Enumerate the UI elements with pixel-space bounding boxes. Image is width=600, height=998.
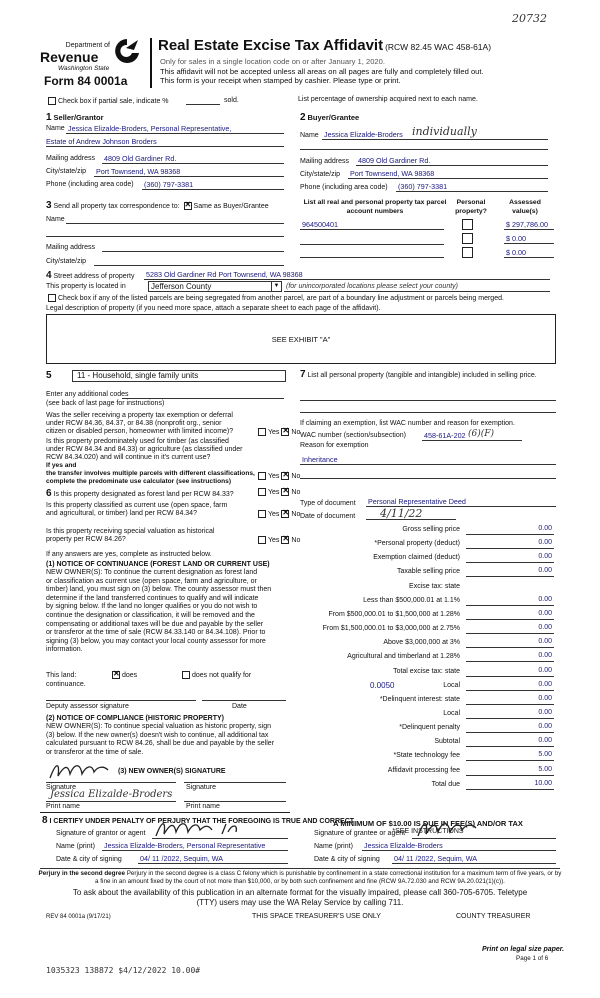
seller-heading: 1 Seller/Grantor	[46, 112, 104, 123]
dept-line: Department of	[65, 42, 110, 49]
grantee-date-label: Date & city of signing	[314, 856, 380, 863]
notice2-heading: (2) NOTICE OF COMPLIANCE (HISTORIC PROPERTY)	[46, 715, 224, 722]
q4-yes-checkbox[interactable]	[258, 510, 266, 518]
recording-stamp: 1035323 138872 $4/12/2022 10.00#	[46, 966, 201, 975]
timber-question: Is this property predominately used for timber (as classified under RCW 84.34 and 84.33) or agriculture (as classified under RCW 84.34.020) and will continue in it's current use?	[46, 438, 243, 461]
q1-no-checkbox[interactable]	[281, 428, 289, 436]
partial-sale-row	[46, 97, 169, 105]
grantor-name[interactable]: Jessica Elizalde-Broders, Personal Representative	[104, 841, 266, 850]
wac-number[interactable]: 458-61A-202	[424, 431, 466, 440]
treasurer-only: THIS SPACE TREASURER'S USE ONLY	[252, 913, 381, 920]
s3-name-label: Name	[46, 216, 65, 223]
notice1-heading: (1) NOTICE OF CONTINUANCE (FOREST LAND OR CURRENT USE)	[46, 561, 270, 568]
tax-row-label: Local	[443, 710, 460, 717]
tax-row-value[interactable]: 5.00	[538, 766, 552, 773]
personal-checkbox-3[interactable]	[462, 247, 473, 258]
sig-label: Signature	[46, 784, 76, 791]
seller-city[interactable]: Port Townsend, WA 98368	[96, 167, 181, 176]
wac-subsection: (6)(F)	[468, 429, 495, 439]
buyer-name[interactable]: Jessica Elizalde-Broders	[324, 130, 403, 139]
tax-row-label: Taxable selling price	[396, 568, 460, 575]
q2-answers: Yes✕ No	[256, 472, 300, 480]
tax-row-line	[466, 789, 554, 790]
local-rate[interactable]: 0.0050	[370, 681, 395, 690]
sig-label-2: Signature	[186, 784, 216, 791]
tax-row-line	[466, 548, 554, 549]
access-line1: To ask about the availability of this publication in an alternate format for the visually impaired, please call 360-705-6705. Teletype	[72, 888, 528, 897]
q2-no-checkbox[interactable]	[281, 472, 289, 480]
tax-row-label: From $500,000.01 to $1,500,000 at 1.28%	[328, 611, 460, 618]
located-label: This property is located in	[46, 283, 126, 290]
form-number: Form 84 0001a	[44, 74, 128, 88]
legal-label: Legal description of property (if you need more space, attach a separate sheet to each page of the affidavit).	[46, 305, 381, 312]
s3-city-label: City/state/zip	[46, 258, 87, 265]
tax-row-line	[466, 676, 554, 677]
grantor-signature-image	[152, 818, 282, 840]
owner-signature-image	[46, 760, 116, 782]
tax-row-line	[466, 661, 554, 662]
owner-printed-name: Jessica Elizalde-Broders	[50, 789, 173, 800]
historic-question: Is this property receiving special valuation as historical property per RCW 84.26?	[46, 528, 215, 543]
notice1-text: NEW OWNER(S): To continue the current designation as forest land or classification as current use (open space, farm and agriculture, or timber) land, you must sign on (3) below. The county assessor must then determine if the land transferred continues to qualify and will indicate by signing below. If the land no longer qualifies or you do not wish to continue the designation or classification, it will be removed and the compensating or additional taxes will be due and payable by the seller or transferor at the time of sale (RCW 84.33.140 or 84.34.108). Prior to signing (3) below, you may contact your local county assessor for more information.	[46, 569, 272, 654]
personal-checkbox-2[interactable]	[462, 233, 473, 244]
grantor-name-label: Name (print)	[56, 843, 95, 850]
tax-row-label: Total excise tax: state	[393, 668, 460, 675]
tax-row-line	[466, 562, 554, 563]
assessed-value-1[interactable]: $ 297,786.00	[506, 220, 548, 229]
tax-row-value[interactable]: 0.00	[538, 610, 552, 617]
county-note: (for unincorporated locations please select your county)	[286, 283, 458, 290]
same-as-buyer-checkbox[interactable]	[184, 202, 192, 210]
codes-note: (see back of last page for instructions)	[46, 400, 165, 407]
buyer-city-label: City/state/zip	[300, 171, 341, 178]
tax-row-value[interactable]: 0.00	[538, 638, 552, 645]
buyer-heading: 2 Buyer/Grantee	[300, 112, 360, 123]
code-ref: (RCW 82.45 WAC 458-61A)	[385, 42, 492, 52]
tax-row-value[interactable]: 0.00	[538, 553, 552, 560]
does-checkbox[interactable]	[112, 671, 120, 679]
print-name-label-2: Print name	[186, 803, 220, 810]
tax-row-label: *Delinquent interest: state	[379, 696, 460, 703]
tax-row-value[interactable]: 0.00	[538, 695, 552, 702]
grantee-date[interactable]: 04/ 11 /2022, Sequim, WA	[394, 854, 478, 863]
state-name: Washington State	[58, 65, 110, 72]
print-name-label: Print name	[46, 803, 80, 810]
deputy-date-label: Date	[232, 703, 247, 710]
exemption-question: Was the seller receiving a property tax exemption or deferral under RCW 84.36, 84.37, or 84.38 (nonprofit org., senior citizen or disabled person, homeowner with limited income)?	[46, 412, 234, 435]
q3-no-checkbox[interactable]	[281, 488, 289, 496]
tax-row-label: *Delinquent penalty	[399, 724, 460, 731]
reason-value[interactable]: Inheritance	[302, 455, 338, 464]
assessed-header: Assessed value(s)	[509, 199, 541, 215]
legal-description-box[interactable]	[46, 314, 556, 364]
grantee-sig-label: Signature of grantee or agent	[314, 830, 406, 837]
does-not-checkbox[interactable]	[182, 671, 190, 679]
buyer-name-label: Name	[300, 132, 319, 139]
grantor-date-label: Date & city of signing	[56, 856, 122, 863]
tax-row-value[interactable]: 0.00	[538, 624, 552, 631]
tax-row-label: From $1,500,000.01 to $3,000,000 at 2.75%	[322, 625, 460, 632]
tax-row-line	[466, 775, 554, 776]
tax-row-line	[466, 760, 554, 761]
notice2-text: NEW OWNER(S): To continue special valuation as historic property, sign (3) below. If the new owner(s) doesn't wish to continue, all additional tax calculated pursuant to RCW 84.26, shall be due and payable by the seller or transferor at the time of sale.	[46, 723, 275, 756]
tax-row-value[interactable]: 0.00	[538, 539, 552, 546]
tax-row-line	[466, 746, 554, 747]
tax-row-value[interactable]: 0.00	[538, 737, 552, 744]
tax-row-line	[466, 690, 554, 691]
tax-row-label: Affidavit processing fee	[387, 767, 460, 774]
tax-row-label: *Personal property (deduct)	[374, 540, 460, 547]
reason-label: Reason for exemption	[300, 442, 369, 449]
tax-row-value[interactable]: 0.00	[538, 723, 552, 730]
access-line2: (TTY) users may use the WA Relay Service by calling 711.	[196, 898, 404, 907]
form-title: Real Estate Excise Tax Affidavit	[158, 37, 384, 54]
forest-question: 6 Is this property designated as forest land per RCW 84.33?	[46, 488, 234, 499]
current-use-question: Is this property classified as current use (open space, farm and agricultural, or timber) land per RCW 84.34?	[46, 502, 228, 517]
buyer-phone[interactable]: (360) 797-3381	[398, 182, 448, 191]
buyer-handwritten: individually	[412, 125, 477, 138]
tax-row-label: Gross selling price	[402, 526, 460, 533]
street-address[interactable]: 5283 Old Gardiner Rd Port Townsend, WA 98368	[146, 270, 303, 279]
seller-name-1[interactable]: Jessica Elizalde-Broders, Personal Representative,	[68, 124, 232, 133]
dept-name: Revenue	[40, 49, 99, 65]
tax-row-label: *State technology fee	[393, 752, 460, 759]
s3-mail-label: Mailing address	[46, 244, 96, 251]
legal-paper-note: Print on legal size paper.	[482, 946, 565, 953]
tax-row-value[interactable]: 0.00	[538, 681, 552, 688]
seller-mail-label: Mailing address	[46, 155, 96, 162]
street-label: 4 Street address of property	[46, 270, 135, 281]
page-number: Page 1 of 6	[516, 955, 549, 962]
q5-answers: Yes✕ No	[256, 536, 300, 544]
tax-row-value[interactable]: 0.00	[538, 525, 552, 532]
certify-heading: 8 I CERTIFY UNDER PENALTY OF PERJURY THAT THE FOREGOING IS TRUE AND CORRECT	[42, 815, 355, 826]
doc-type-label: Type of document	[300, 500, 356, 507]
seller-mail[interactable]: 4809 Old Gardiner Rd.	[104, 154, 177, 163]
tax-row-value[interactable]: 0.00	[538, 596, 552, 603]
seller-phone-label: Phone (including area code)	[46, 181, 134, 188]
q3-yes-checkbox[interactable]	[258, 488, 266, 496]
q4-answers: Yes✕ No	[256, 510, 300, 518]
form-title-row	[158, 37, 491, 54]
see-instructions: *SEE INSTRUCTIONS	[392, 828, 464, 835]
legal-description: SEE EXHIBIT "A"	[271, 335, 331, 344]
wac-label: WAC number (section/subsection)	[300, 432, 406, 439]
tax-row-label: Less than $500,000.01 at 1.1%	[363, 597, 460, 604]
doc-date-label: Date of document	[300, 513, 356, 520]
buyer-city[interactable]: Port Townsend, WA 98368	[350, 169, 435, 178]
header-line1: Only for sales in a single location code on or after January 1, 2020.	[160, 57, 385, 66]
tax-row-value[interactable]: 5.00	[538, 751, 552, 758]
tax-row-line	[466, 647, 554, 648]
tax-row-line	[466, 576, 554, 577]
section8-rule	[40, 812, 290, 813]
tax-row-line	[466, 633, 554, 634]
tax-row-label: Exemption claimed (deduct)	[373, 554, 460, 561]
q2-yes-checkbox[interactable]	[258, 472, 266, 480]
assessed-value-3[interactable]: $ 0.00	[506, 248, 526, 257]
answers-note: If any answers are yes, complete as instructed below.	[46, 551, 212, 558]
land-use-select[interactable]: 11 - Household, single family units	[72, 370, 286, 382]
deputy-sig-label: Deputy assessor signature	[46, 703, 129, 710]
q5-no-checkbox[interactable]	[281, 536, 289, 544]
q3-answers: Yes✕ No	[256, 488, 300, 496]
q4-no-checkbox[interactable]	[281, 510, 289, 518]
tax-row-label: Total due	[431, 781, 460, 788]
personal-header: Personal property?	[455, 199, 487, 215]
tax-row-value[interactable]: 10.00	[534, 780, 552, 787]
timber-question-bold: If yes and the transfer involves multiple parcels with different classifications, complete the predominate use calculator (see instructions)	[46, 462, 255, 485]
grantee-name-label: Name (print)	[314, 843, 353, 850]
doc-type[interactable]: Personal Representative Deed	[368, 497, 466, 506]
seller-phone[interactable]: (360) 797-3381	[144, 180, 194, 189]
buyer-mail[interactable]: 4809 Old Gardiner Rd.	[358, 156, 431, 165]
partial-sale-checkbox[interactable]	[48, 97, 56, 105]
continuance-label: continuance.	[46, 681, 86, 688]
buyer-phone-label: Phone (including area code)	[300, 184, 388, 191]
tax-row-value[interactable]: 0.00	[538, 652, 552, 659]
does-option: ✕ does	[110, 671, 137, 679]
grantee-name[interactable]: Jessica Elizalde-Broders	[364, 841, 443, 850]
new-owner-sig-heading: (3) NEW OWNER(S) SIGNATURE	[118, 768, 226, 775]
tax-row-line	[466, 534, 554, 535]
buyer-mail-label: Mailing address	[300, 158, 350, 165]
header-divider	[150, 38, 152, 88]
revision: REV 84 0001a (9/17/21)	[46, 914, 111, 920]
personal-property-label: 7 List all personal property (tangible and intangible) included in selling price.	[300, 369, 537, 380]
grantor-date[interactable]: 04/ 11 /2022, Sequim, WA	[140, 854, 224, 863]
tax-row-line	[466, 732, 554, 733]
tax-row-value[interactable]: 0.00	[538, 567, 552, 574]
county-treasurer: COUNTY TREASURER	[456, 913, 531, 920]
partial-sale-sold: sold.	[224, 97, 239, 104]
header-line3: This form is your receipt when stamped by cashier. Please type or print.	[160, 76, 401, 85]
tax-row-label: Local	[443, 682, 460, 689]
q1-yes-checkbox[interactable]	[258, 428, 266, 436]
tax-row-value[interactable]: 0.00	[538, 667, 552, 674]
county-select[interactable]	[148, 281, 282, 292]
partial-sale-label: Check box if partial sale, indicate %	[58, 97, 169, 105]
tax-row-label: Excise tax: state	[409, 583, 460, 590]
minimum-due: A MINIMUM OF $10.00 IS DUE IN FEE(S) AND/OR TAX	[333, 819, 523, 828]
tax-row-label: Above $3,000,000 at 3%	[383, 639, 460, 646]
q1-answers: Yes✕ No	[256, 428, 300, 436]
q5-yes-checkbox[interactable]	[258, 536, 266, 544]
header-line2: This affidavit will not be accepted unless all areas on all pages are fully and completely filled out.	[160, 67, 484, 76]
tax-correspondence-row: 3 Send all property tax correspondence to: ✕ Same as Buyer/Grantee	[46, 200, 269, 211]
exempt-label: If claiming an exemption, list WAC number and reason for exemption.	[300, 420, 515, 427]
chevron-down-icon[interactable]: ▼	[271, 282, 281, 291]
percent-instruction: List percentage of ownership acquired next to each name.	[298, 96, 478, 103]
grantee-signature-image	[414, 818, 504, 840]
parcel-header: List all real and personal property tax parcel account numbers	[303, 199, 447, 215]
does-not-option: does not qualify for	[180, 671, 251, 679]
footer-rule	[40, 868, 560, 869]
perjury-line2: a fine in an amount fixed by the court of not more than $10,000, or by both such confinement and fine (RCW 9A.72.030 and RCW 9A.20.021(1)(c)).	[95, 878, 505, 885]
codes-label: Enter any additional codes	[46, 391, 129, 398]
tax-row-label: Subtotal	[434, 738, 460, 745]
grantor-sig-label: Signature of grantor or agent	[56, 830, 146, 837]
tax-row-line	[466, 704, 554, 705]
assessed-value-2[interactable]: $ 0.00	[506, 234, 526, 243]
doc-date[interactable]: 4/11/22	[380, 507, 423, 520]
tax-row-line	[466, 718, 554, 719]
tax-row-value[interactable]: 0.00	[538, 709, 552, 716]
segregated-row: Check box if any of the listed parcels are being segregated from another parcel, are part of a boundary line adjustment or parcels being merged.	[46, 294, 504, 302]
section5-num: 5	[46, 370, 52, 381]
tax-row-label: Agricultural and timberland at 1.28%	[347, 653, 460, 660]
seller-name-2[interactable]: Estate of Andrew Johnson Broders	[46, 137, 157, 146]
tax-row-line	[466, 605, 554, 606]
segregated-checkbox[interactable]	[48, 294, 56, 302]
perjury-line1: Perjury in the second degree Perjury in the second degree is a class C felony which is punishable by confinement in a state correctional institution for a maximum term of five years, or by	[38, 870, 562, 877]
seller-city-label: City/state/zip	[46, 168, 87, 175]
this-land-label: This land:	[46, 672, 77, 679]
county-value: Jefferson County	[151, 282, 212, 291]
seller-name-label: Name	[46, 125, 65, 132]
stamp-number: 20732	[512, 12, 547, 25]
parcel-number-1[interactable]: 964500401	[302, 220, 338, 229]
revenue-logo-icon	[112, 36, 142, 64]
personal-checkbox-1[interactable]	[462, 219, 473, 230]
tax-row-line	[466, 619, 554, 620]
